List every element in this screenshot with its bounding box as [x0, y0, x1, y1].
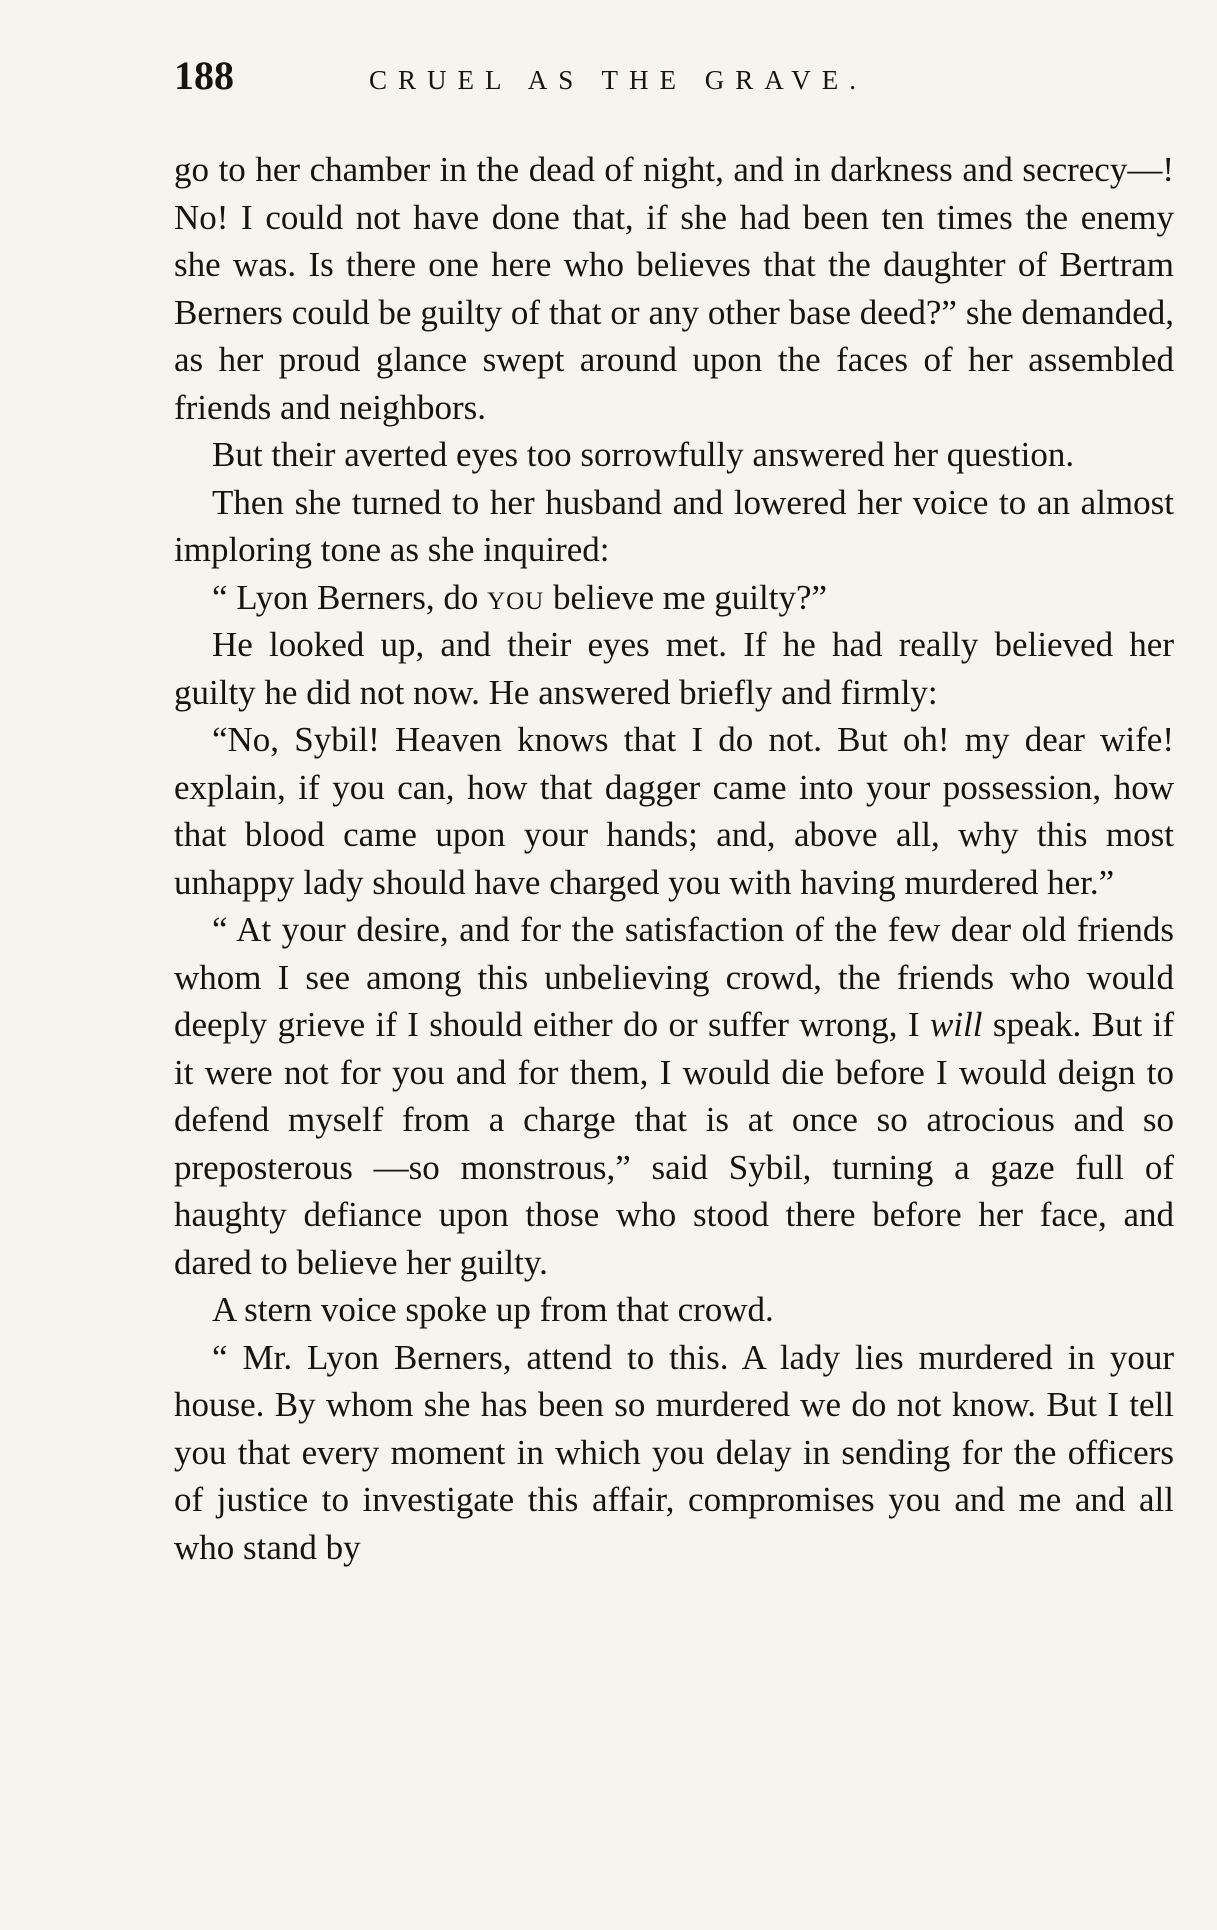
paragraph: A stern voice spoke up from that crowd. — [212, 1290, 774, 1329]
emphasized-word: will — [929, 1005, 983, 1044]
paragraph: “ Mr. Lyon Berners, attend to this. A lady lies murdered in your house. By whom she has been so murdered we do not know. But I tell you that every moment in which you delay in sending for the officers of justice to investigate this affair, compromises you and me and all who stand by — [174, 1337, 1174, 1567]
paragraph — [174, 906, 1174, 1286]
paragraph: He looked up, and their eyes met. If he had really believed her guilty he did not now. He answered briefly and firmly: — [174, 625, 1174, 712]
running-title: CRUEL AS THE GRAVE. — [369, 65, 868, 95]
paragraph-text: speak. But if it were not for you and for them, I would die before I would deign to defend myself from a charge that is at once so atrocious and so preposterous —so monstrous,” said Sybil, turning a gaze full of haughty defiance upon those who stood there before her face, and dared to believe her guilty. — [174, 1005, 1174, 1282]
paragraph-text: believe me guilty?” — [544, 577, 828, 617]
paragraph: Then she turned to her husband and lowered her voice to an almost imploring tone as she inquired: — [174, 482, 1174, 569]
paragraph-text: “ At your desire, and for the satisfaction of the few dear old friends whom I see among this unbelieving crowd, the friends who would deeply grieve if I should either do or suffer wrong, I — [174, 910, 1174, 1044]
book-page — [174, 52, 1174, 1571]
paragraph: “No, Sybil! Heaven knows that I do not. But oh! my dear wife! explain, if you can, how that dagger came into your possession, how that blood came upon your hands; and, above all, why this most unhappy lady should have charged you with having murdered her.” — [174, 720, 1174, 902]
page-body — [174, 146, 1174, 1571]
paragraph-text: “ Lyon Berners, do — [212, 577, 488, 617]
emphasized-word: you — [487, 577, 545, 617]
page-header — [174, 52, 1174, 112]
paragraph: go to her chamber in the dead of night, and in darkness and secrecy—! No! I could not have done that, if she had been ten times the enemy she was. Is there one here who believes that the daughter of Bertram Berners could be guilty of that or any other base deed?” she demanded, as her proud glance swept around upon the faces of her assembled friends and neighbors. — [174, 150, 1174, 427]
paragraph — [174, 574, 1174, 622]
page-number: 188 — [174, 53, 234, 98]
paragraph: But their averted eyes too sorrowfully answered her question. — [212, 435, 1075, 474]
